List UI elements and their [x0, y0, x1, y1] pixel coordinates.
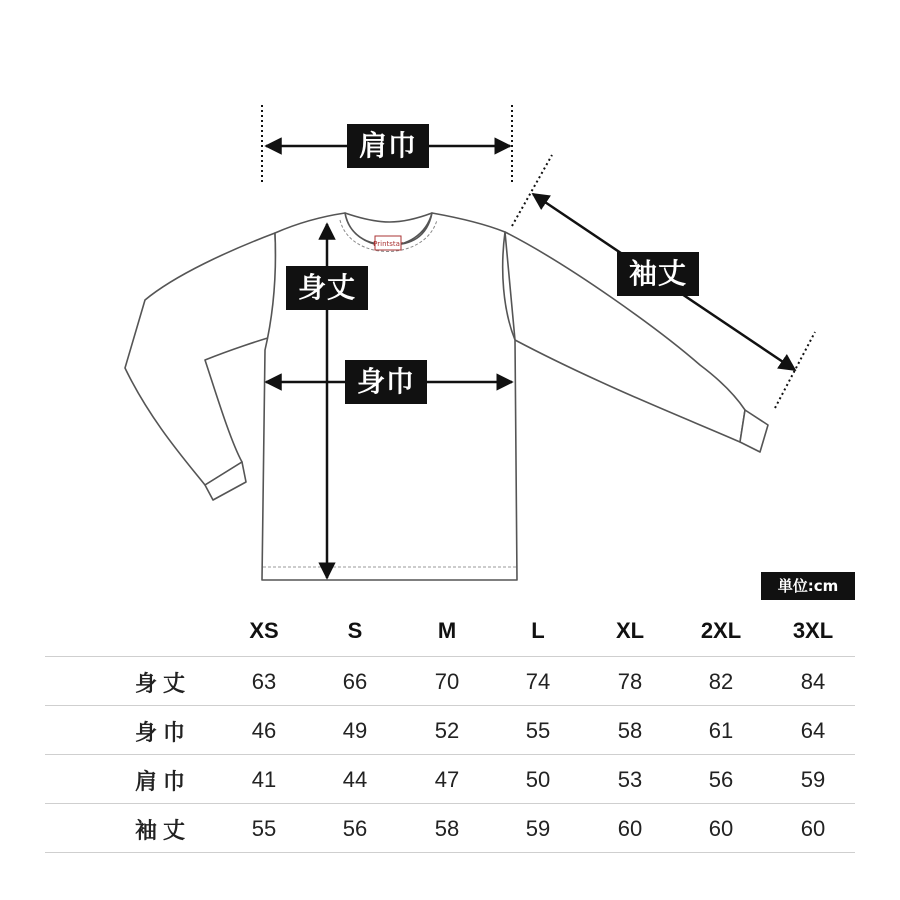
size-header: 3XL: [792, 618, 834, 643]
table-cell: 82: [708, 669, 734, 694]
table-cell: 53: [617, 767, 643, 792]
table-cell: 52: [434, 718, 460, 743]
table-cell: 59: [800, 767, 826, 792]
table-row: [45, 803, 855, 853]
table-cell: 61: [708, 718, 734, 743]
table-cell: 49: [342, 718, 368, 743]
table-cell: 58: [617, 718, 643, 743]
table-cell: 78: [617, 669, 643, 694]
size-header: XS: [249, 618, 279, 643]
sleeve-guide-top: [512, 155, 552, 226]
table-cell: 66: [342, 669, 368, 694]
size-header: XL: [615, 618, 645, 643]
table-cell: 55: [251, 816, 277, 841]
size-header: S: [347, 618, 363, 643]
table-cell: 64: [800, 718, 826, 743]
table-cell: 56: [342, 816, 368, 841]
row-label: 袖丈: [135, 819, 192, 844]
body-length-label: 身丈: [286, 266, 368, 310]
left-sleeve: [125, 233, 278, 485]
shoulder-width-label: 肩巾: [347, 124, 429, 168]
table-cell: 56: [708, 767, 734, 792]
table-cell: 46: [251, 718, 277, 743]
table-cell: 60: [708, 816, 734, 841]
table-cell: 58: [434, 816, 460, 841]
table-cell: 50: [525, 767, 551, 792]
table-row: [45, 754, 855, 803]
table-cell: 60: [617, 816, 643, 841]
table-row: [45, 705, 855, 754]
size-header: 2XL: [700, 618, 742, 643]
row-label: 身巾: [135, 721, 192, 746]
table-cell: 84: [800, 669, 826, 694]
table-cell: 63: [251, 669, 277, 694]
table-cell: 55: [525, 718, 551, 743]
table-cell: 74: [525, 669, 551, 694]
table-cell: 60: [800, 816, 826, 841]
svg-text:Printstar: Printstar: [373, 240, 403, 248]
table-row: [45, 656, 855, 705]
size-header-row: [45, 610, 855, 656]
table-cell: 44: [342, 767, 368, 792]
table-cell: 41: [251, 767, 277, 792]
row-label: 肩巾: [135, 770, 192, 795]
row-label: 身丈: [135, 672, 192, 697]
table-cell: 59: [525, 816, 551, 841]
table-cell: 70: [434, 669, 460, 694]
size-header: L: [531, 618, 545, 643]
right-cuff: [740, 410, 768, 452]
size-table: [45, 610, 855, 853]
body-width-label: 身巾: [345, 360, 427, 404]
table-cell: 47: [434, 767, 460, 792]
size-header: M: [437, 618, 457, 643]
sleeve-length-label: 袖丈: [617, 252, 699, 296]
unit-badge: 単位:cm: [761, 572, 855, 600]
